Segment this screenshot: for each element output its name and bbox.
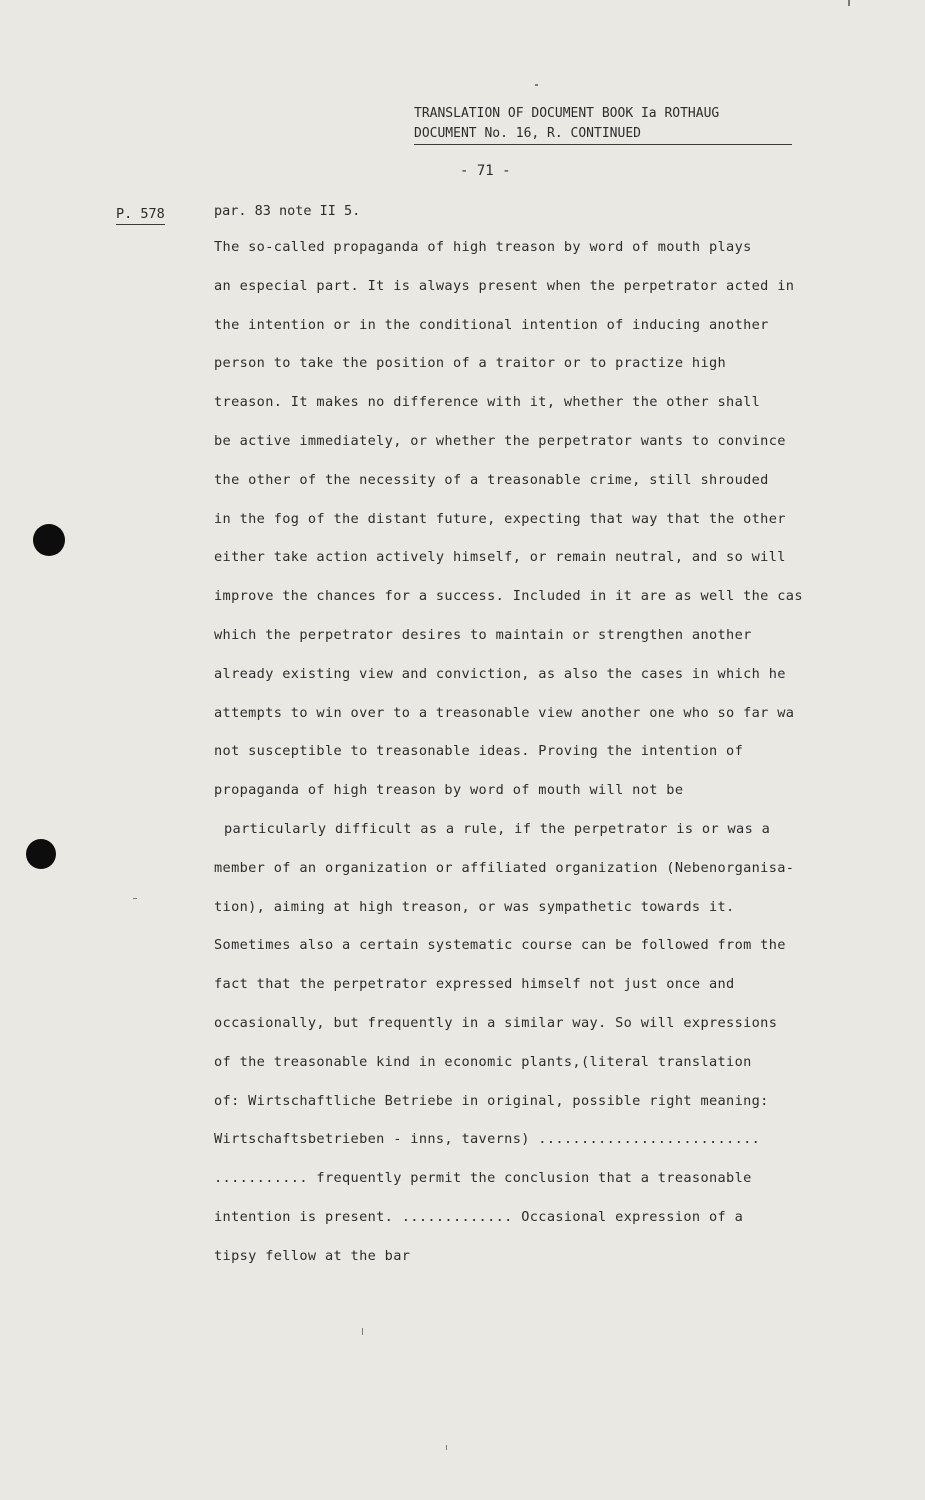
punch-hole: [33, 524, 65, 556]
body-line: which the perpetrator desires to maintain or strengthen another: [214, 626, 752, 643]
paper-mark: [133, 898, 137, 899]
header-document-number: DOCUMENT No. 16, R. CONTINUED: [414, 124, 792, 145]
body-line: intention is present. ............. Occasional expression of a: [214, 1208, 744, 1225]
body-line: tion), aiming at high treason, or was sympathetic towards it.: [214, 898, 735, 915]
body-line: ........... frequently permit the conclusion that a treasonable: [214, 1170, 752, 1187]
body-line: either take action actively himself, or remain neutral, and so will: [214, 549, 786, 566]
body-line: in the fog of the distant future, expecting that way that the other: [214, 510, 786, 527]
header-title: TRANSLATION OF DOCUMENT BOOK Ia ROTHAUG: [414, 106, 720, 121]
document-header: [414, 104, 794, 145]
body-line: of the treasonable kind in economic plants,(literal translation: [214, 1053, 752, 1070]
body-line: Wirtschaftsbetrieben - inns, taverns) ..........................: [214, 1131, 761, 1148]
body-line: the other of the necessity of a treasonable crime, still shrouded: [214, 471, 769, 488]
body-line: fact that the perpetrator expressed himself not just once and: [214, 976, 735, 993]
body-line: not susceptible to treasonable ideas. Proving the intention of: [214, 743, 744, 760]
body-line: be active immediately, or whether the perpetrator wants to convince: [214, 432, 786, 449]
body-line: treason. It makes no difference with it, whether the other shall: [214, 394, 761, 411]
body-line: occasionally, but frequently in a similar way. So will expressions: [214, 1014, 778, 1031]
body-line: Sometimes also a certain systematic course can be followed from the: [214, 937, 786, 954]
body-line: improve the chances for a success. Included in it are as well the cas: [214, 588, 803, 605]
body-line: member of an organization or affiliated organization (Nebenorganisa-: [214, 859, 795, 876]
body-line: person to take the position of a traitor or to practize high: [214, 355, 727, 372]
page-number: - 71 -: [460, 163, 511, 179]
body-line: The so-called propaganda of high treason by word of mouth plays: [214, 239, 752, 255]
paper-mark: [362, 1328, 363, 1335]
body-line: already existing view and conviction, as also the cases in which he: [214, 665, 786, 682]
body-line: particularly difficult as a rule, if the perpetrator is or was a: [224, 820, 771, 837]
body-line: tipsy fellow at the bar: [214, 1247, 411, 1264]
body-line: the intention or in the conditional intention of inducing another: [214, 316, 769, 333]
body-line: of: Wirtschaftliche Betriebe in original, possible right meaning:: [214, 1092, 769, 1109]
body-text: [214, 237, 874, 1285]
paragraph-reference: par. 83 note II 5.: [214, 203, 361, 219]
body-line: attempts to win over to a treasonable view another one who so far wa: [214, 704, 795, 721]
punch-hole: [26, 839, 56, 869]
margin-page-reference: P. 578: [116, 206, 165, 225]
body-line: propaganda of high treason by word of mouth will not be: [214, 782, 684, 799]
body-line: an especial part. It is always present when the perpetrator acted in: [214, 277, 795, 294]
paper-mark: [446, 1445, 447, 1450]
paper-mark: [535, 84, 538, 86]
paper-mark: [848, 0, 850, 6]
